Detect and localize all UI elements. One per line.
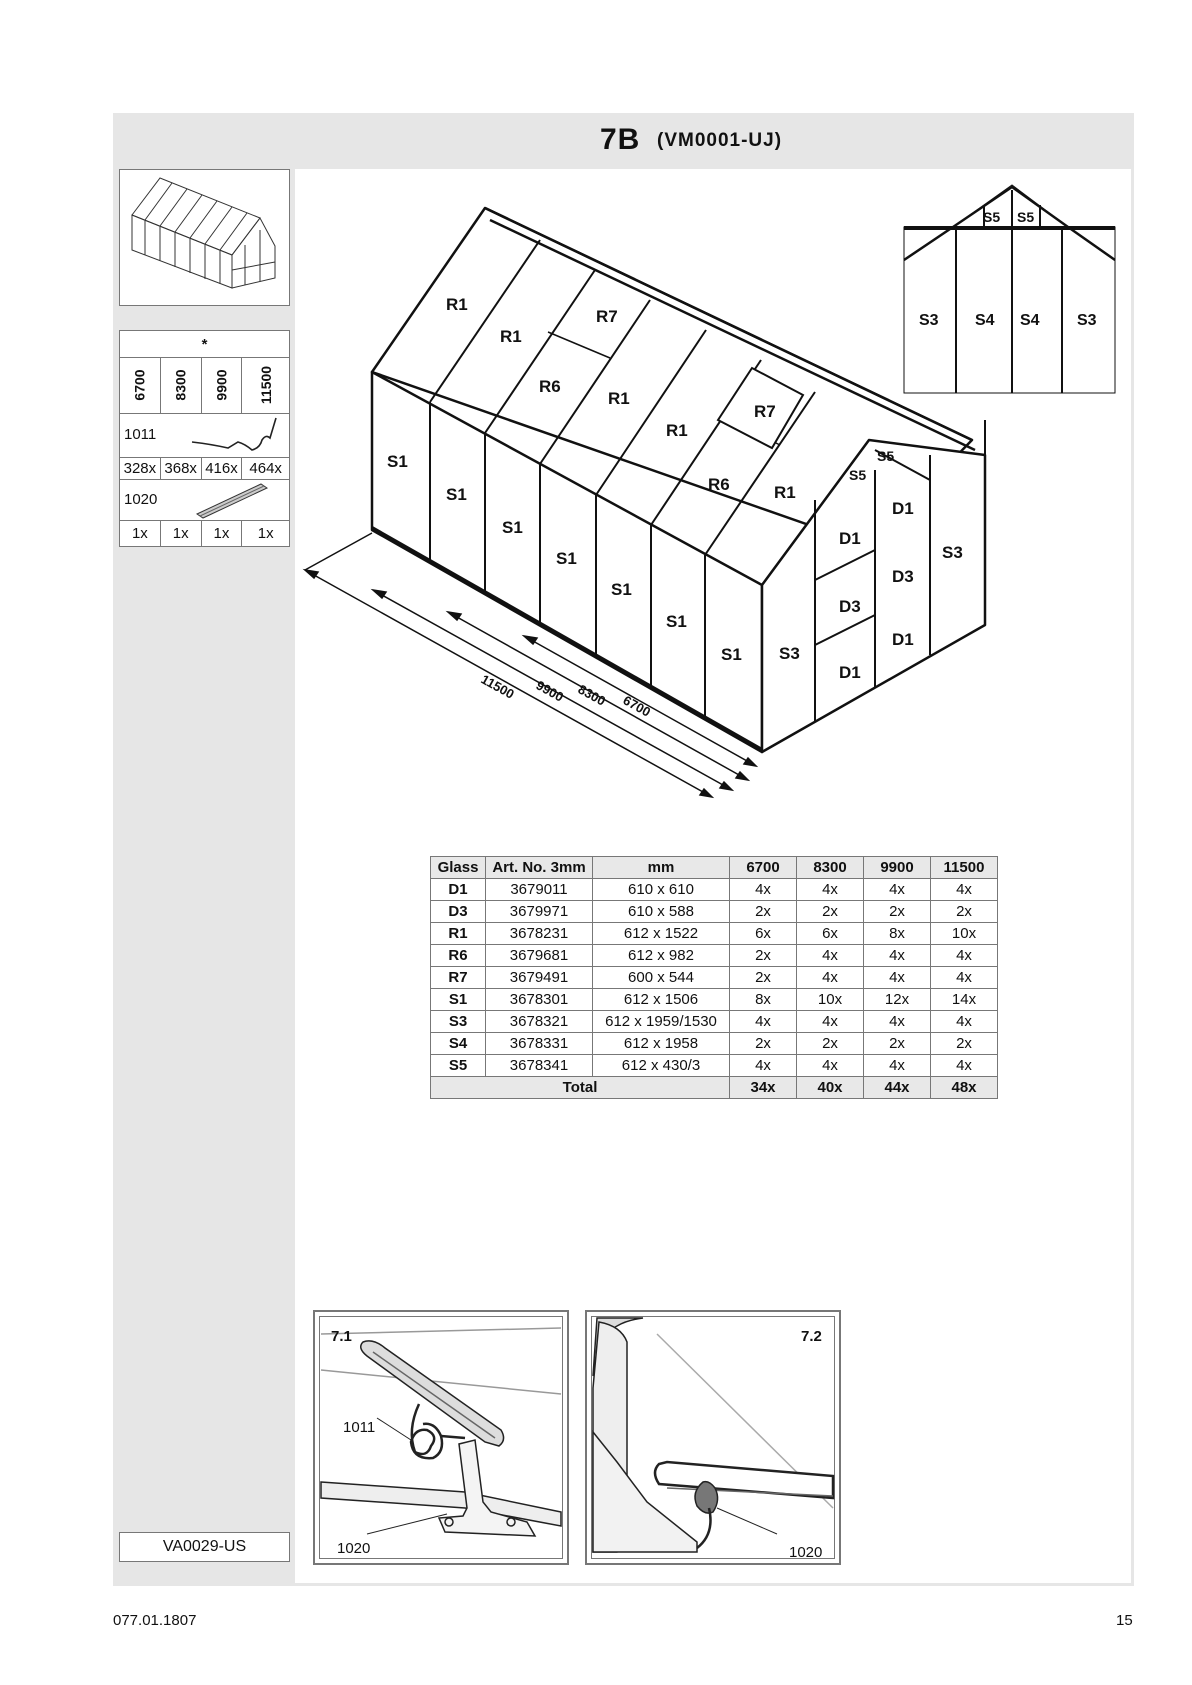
gable-label: S4 [1020, 312, 1040, 329]
table-cell: 4x [730, 1011, 797, 1033]
panel-label: R6 [539, 377, 561, 396]
size-11500: 11500 [257, 365, 274, 405]
table-cell: 3679011 [486, 879, 593, 901]
table-cell: 2x [931, 1033, 998, 1055]
panel-label: R1 [774, 483, 796, 502]
table-row [431, 967, 998, 989]
glass-code: S4 [431, 1033, 486, 1055]
length-label: 8300 [575, 681, 609, 709]
size-9900: 9900 [213, 369, 230, 401]
table-cell: 3678301 [486, 989, 593, 1011]
table-row [431, 1055, 998, 1077]
col-header: 9900 [864, 857, 931, 879]
panel-label: S1 [446, 485, 467, 504]
page-number: 15 [1116, 1612, 1133, 1629]
glass-table [430, 856, 998, 1099]
model-code: (VM0001-UJ) [657, 130, 783, 151]
size-8300: 8300 [172, 369, 189, 401]
table-cell: 2x [730, 1033, 797, 1055]
table-cell: 612 x 1958 [593, 1033, 730, 1055]
table-cell: 10x [931, 923, 998, 945]
panel-label: S1 [387, 452, 408, 471]
table-row [431, 1033, 998, 1055]
part-number: 1011 [124, 426, 157, 443]
table-cell: 2x [797, 1033, 864, 1055]
panel-label: S3 [779, 644, 800, 663]
table-cell: 4x [797, 945, 864, 967]
panel-label: R7 [754, 402, 776, 421]
panel-label: S1 [721, 645, 742, 664]
glass-code: S3 [431, 1011, 486, 1033]
table-cell: 2x [864, 1033, 931, 1055]
part-callout-1020: 1020 [789, 1544, 823, 1561]
table-cell: 3679681 [486, 945, 593, 967]
glass-code: S1 [431, 989, 486, 1011]
table-cell: 4x [864, 945, 931, 967]
glass-code: D1 [431, 879, 486, 901]
glass-code: S5 [431, 1055, 486, 1077]
table-cell: 2x [931, 901, 998, 923]
table-cell: 612 x 430/3 [593, 1055, 730, 1077]
table-cell: 8x [730, 989, 797, 1011]
col-header: 11500 [931, 857, 998, 879]
col-header: 6700 [730, 857, 797, 879]
col-header: 8300 [797, 857, 864, 879]
panel-label: R1 [608, 389, 630, 408]
table-row [431, 1011, 998, 1033]
table-cell: 600 x 544 [593, 967, 730, 989]
table-cell: 4x [864, 879, 931, 901]
table-cell: 6x [797, 923, 864, 945]
table-cell: 612 x 982 [593, 945, 730, 967]
table-cell: 2x [864, 901, 931, 923]
qty-cell: 368x [160, 458, 201, 480]
panel-label: S1 [611, 580, 632, 599]
panel-label: S1 [502, 518, 523, 537]
panel-label: D1 [892, 499, 914, 518]
table-cell: 4x [730, 879, 797, 901]
glass-code: R7 [431, 967, 486, 989]
table-row [431, 879, 998, 901]
qty-cell: 328x [120, 458, 161, 480]
gable-label: S3 [919, 312, 939, 329]
table-cell: 4x [864, 1011, 931, 1033]
length-label: 9900 [533, 677, 567, 705]
panel-label: D3 [892, 567, 914, 586]
table-row [431, 923, 998, 945]
panel-label: S3 [942, 543, 963, 562]
sizes-marker: * [120, 331, 290, 358]
detail-7-1 [313, 1310, 569, 1565]
table-cell: 4x [931, 967, 998, 989]
total-label: Total [431, 1077, 730, 1099]
gable-label: S5 [1017, 209, 1035, 225]
qty-cell: 464x [242, 458, 290, 480]
glass-code: R6 [431, 945, 486, 967]
total-cell: 34x [730, 1077, 797, 1099]
table-cell: 4x [931, 945, 998, 967]
detail-step-label: 7.1 [331, 1328, 352, 1345]
table-cell: 4x [931, 879, 998, 901]
panel-label: S1 [666, 612, 687, 631]
table-cell: 4x [797, 1011, 864, 1033]
table-cell: 2x [797, 901, 864, 923]
table-cell: 14x [931, 989, 998, 1011]
table-cell: 6x [730, 923, 797, 945]
glass-code: D3 [431, 901, 486, 923]
table-row [431, 989, 998, 1011]
col-header: Art. No. 3mm [486, 857, 593, 879]
length-label: 11500 [478, 671, 517, 702]
table-cell: 12x [864, 989, 931, 1011]
profile-glass-illustration [587, 1312, 839, 1563]
table-cell: 4x [730, 1055, 797, 1077]
total-cell: 48x [931, 1077, 998, 1099]
qty-cell: 1x [201, 521, 242, 547]
part-number: 1020 [124, 491, 158, 508]
panel-label: R6 [708, 475, 730, 494]
table-cell: 4x [797, 967, 864, 989]
table-row [431, 945, 998, 967]
table-row [431, 901, 998, 923]
table-cell: 3679971 [486, 901, 593, 923]
panel-label: R7 [596, 307, 618, 326]
gable-label: S3 [1077, 312, 1097, 329]
table-cell: 2x [730, 945, 797, 967]
col-header: Glass [431, 857, 486, 879]
table-cell: 4x [797, 879, 864, 901]
qty-cell: 1x [242, 521, 290, 547]
total-cell: 40x [797, 1077, 864, 1099]
table-cell: 612 x 1959/1530 [593, 1011, 730, 1033]
part-callout-1011: 1011 [343, 1419, 376, 1436]
qty-cell: 416x [201, 458, 242, 480]
article-number-box: VA0029-US [119, 1532, 290, 1562]
table-cell: 612 x 1506 [593, 989, 730, 1011]
table-cell: 2x [730, 967, 797, 989]
table-cell: 4x [797, 1055, 864, 1077]
panel-label: R1 [446, 295, 468, 314]
table-cell: 8x [864, 923, 931, 945]
panel-label: S1 [556, 549, 577, 568]
total-cell: 44x [864, 1077, 931, 1099]
length-label: 6700 [620, 692, 654, 720]
table-cell: 10x [797, 989, 864, 1011]
panel-label: D3 [839, 597, 861, 616]
part-callout-1020: 1020 [337, 1540, 371, 1557]
table-cell: 610 x 588 [593, 901, 730, 923]
panel-label: D1 [892, 630, 914, 649]
table-cell: 3678341 [486, 1055, 593, 1077]
gable-label: S5 [983, 209, 1001, 225]
detail-step-label: 7.2 [801, 1328, 822, 1345]
step-number: 7B [600, 123, 641, 156]
table-cell: 4x [931, 1011, 998, 1033]
table-cell: 610 x 610 [593, 879, 730, 901]
panel-label: D1 [839, 663, 861, 682]
table-cell: 4x [864, 967, 931, 989]
document-number: 077.01.1807 [113, 1612, 197, 1629]
gable-label: S4 [975, 312, 995, 329]
table-cell: 4x [931, 1055, 998, 1077]
table-cell: 3678321 [486, 1011, 593, 1033]
panel-label: R1 [500, 327, 522, 346]
qty-cell: 1x [120, 521, 161, 547]
panel-label: S5 [877, 448, 895, 464]
table-cell: 3678231 [486, 923, 593, 945]
table-cell: 3678331 [486, 1033, 593, 1055]
detail-7-2 [585, 1310, 841, 1565]
table-cell: 4x [864, 1055, 931, 1077]
panel-label: R1 [666, 421, 688, 440]
table-cell: 2x [730, 901, 797, 923]
table-cell: 612 x 1522 [593, 923, 730, 945]
size-6700: 6700 [131, 369, 148, 401]
glass-code: R1 [431, 923, 486, 945]
table-cell: 3679491 [486, 967, 593, 989]
qty-cell: 1x [160, 521, 201, 547]
panel-label: D1 [839, 529, 861, 548]
panel-label: S5 [849, 467, 867, 483]
col-header: mm [593, 857, 730, 879]
total-row [431, 1077, 998, 1099]
profile-clip-illustration [315, 1312, 567, 1563]
